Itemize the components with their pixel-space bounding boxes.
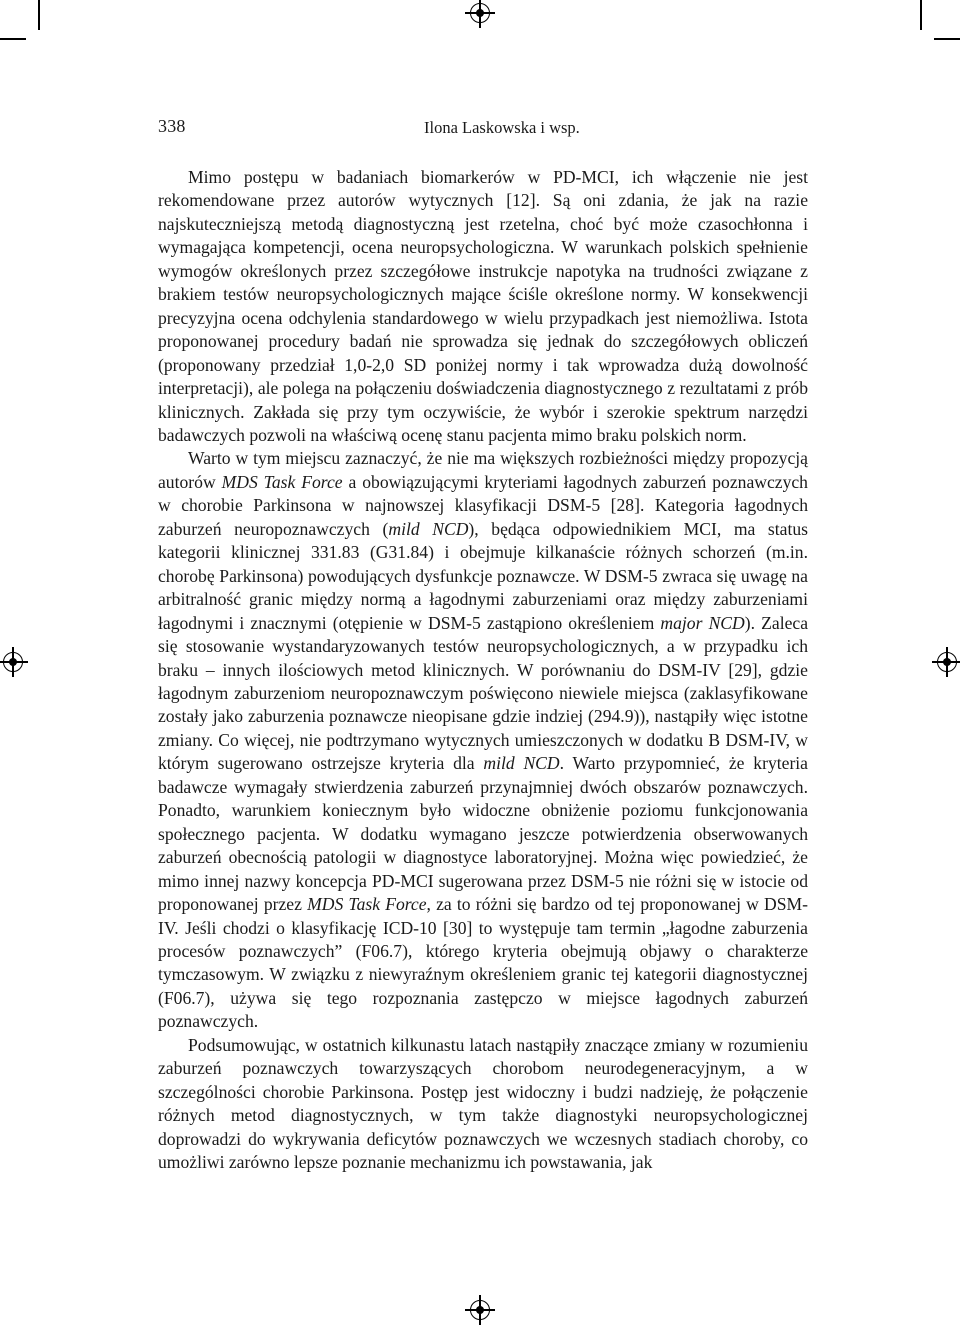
text-run: . Warto przypomnieć, że kryteria badawcze wymagały stwierdzenia zaburzeń przynajmniej dwóch obszarów poznawczych. Ponadto, warunkiem koniecznym było widoczne obniżenie poziomu funkcjonowania społecznego pacjenta. W dodatku wymagano jeszcze potwierdzenia obserwowanych zaburzeń obecnością patologii w diagnostyce laboratoryjnej. Można więc powiedzieć, że mimo innej nazwy koncepcja PD-MCI sugerowana przez DSM-5 nie różni się w istocie od proponowanej przez: [158, 753, 808, 915]
text-run: Warto w tym miejscu zaznaczyć, że nie ma większych rozbieżności między propozycją autorów: [158, 448, 808, 492]
text-run: a obowiązującymi kryteriami łagodnych zaburzeń poznawczych w chorobie Parkinsona w najnowszej klasyfikacji DSM-5 [28]. Kategoria łagodnych zaburzeń neuropoznawczych (: [158, 471, 808, 539]
registration-mark-icon: [3, 652, 23, 672]
italic-term: MDS Task Force: [221, 471, 343, 492]
paragraph: [158, 447, 808, 1033]
crop-mark-top-left-horizontal: [0, 38, 26, 40]
text-run: ). Zaleca się stosowanie wystandaryzowanych testów neuropsychologicznych, a w przypadku ich braku – innych ilościowych metod klinicznych. W porównaniu do DSM-IV [29], gdzie łagodnym zaburzeniom neuropoznawczym poświęcono niewiele miejsca (zaklasyfikowane zostały jako zaburzenia poznawcze nieopisane gdzie indziej (294.9)), nastąpiły więc istotne zmiany. Co więcej, nie podtrzymano wytycznych umieszczonych w dodatku B DSM-IV, w którym sugerowano ostrzejsze kryteria dla: [158, 612, 809, 774]
text-run: Podsumowując, w ostatnich kilkunastu latach nastąpiły znaczące zmiany w rozumieniu zaburzeń poznawczych towarzyszących chorobom neurodegeneracyjnym, a w szczególności chorobie Parkinsona. Postęp jest widoczny i budzi nadzieję, że połączenie różnych metod diagnostycznych, w tym także diagnostyki neuropsychologicznej doprowadzi do wykrywania deficytów poznawczych we wczesnych stadiach choroby, co umożliwi zarówno lepsze poznanie mechanizmu ich powstawania, jak: [158, 1034, 808, 1173]
page-number: 338: [158, 116, 186, 136]
crop-mark-top-right-horizontal: [934, 38, 960, 40]
crop-mark-top-right-vertical: [920, 0, 922, 30]
text-run: Mimo postępu w badaniach biomarkerów w PD-MCI, ich włączenie nie jest rekomendowane przez autorów wytycznych [12]. Są oni zdania, że jak na razie najskuteczniejszą metodą diagnostyczną jest rzetelna, choć być może czasochłonna i wymagająca kompetencji, ocena neuropsychologiczna. W warunkach polskich spełnienie wymogów określonych przez szczegółowe instrukcje napotyka na trudności związane z brakiem testów neuropsychologicznych mające ściśle określone normy. W konsekwencji precyzyjna ocena odchylenia standardowego w wielu przypadkach jest niemożliwa. Istota proponowanej procedury badań nie sprowadza się jednak do szczegółowych obliczeń (proponowany przedział 1,0-2,0 SD poniżej normy i tak wprowadza dużą dowolność interpretacji), ale polega na połączeniu doświadczenia diagnostycznego z rezultatami z prób klinicznych. Zakłada się przy tym oczywiście, że wybór i szerokie spektrum narzędzi badawczych pozwoli na właściwą ocenę stanu pacjenta mimo braku polskich norm.: [158, 167, 808, 445]
paragraph: [158, 166, 808, 447]
body-text: [158, 166, 808, 1174]
registration-mark-icon: [937, 652, 957, 672]
italic-term: major NCD: [660, 612, 745, 633]
text-run: ), będąca odpowiednikiem MCI, ma status kategorii klinicznej 331.83 (G31.84) i obejmuje kilkanaście różnych schorzeń (m.in. chorobę Parkinsona) powodujących dysfunkcje poznawcze. W DSM-5 zwraca się uwagę na arbitralność granic między normą a łagodnymi zaburzeniami oraz między zaburzeniami łagodnymi i znacznymi (otępienie w DSM-5 zastąpiono określeniem: [158, 518, 808, 633]
crop-mark-top-left-vertical: [38, 0, 40, 30]
italic-term: MDS Task Force: [307, 894, 427, 915]
italic-term: mild NCD: [388, 518, 469, 539]
paragraph: [158, 1034, 808, 1175]
italic-term: mild NCD: [483, 753, 560, 774]
registration-mark-icon: [470, 3, 490, 23]
running-head: Ilona Laskowska i wsp.: [424, 118, 580, 137]
text-run: , za to różni się bardzo od tej proponowanej w DSM-IV. Jeśli chodzi o klasyfikację ICD-10 [30] to występuje tam termin „łagodne zaburzenia procesów poznawczych” (F06.7), którego kryteria obejmują objawy o charakterze tymczasowym. W związku z niewyraźnym określeniem granic tej kategorii diagnostycznej (F06.7), używa się tego rozpoznania zastępczo w miejsce łagodnych zaburzeń poznawczych.: [158, 894, 808, 1032]
registration-mark-icon: [470, 1300, 490, 1320]
